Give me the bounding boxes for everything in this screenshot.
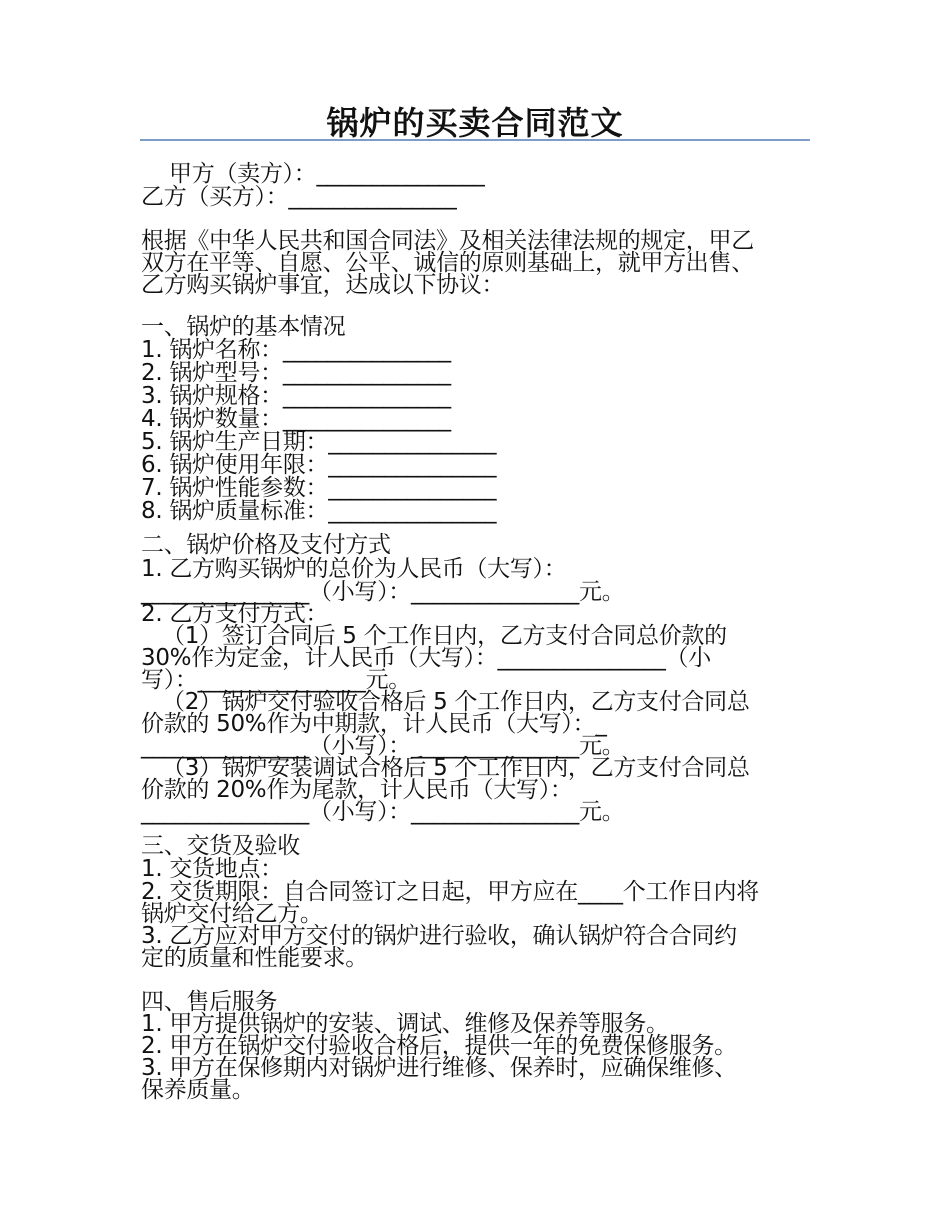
preamble-line: 根据《中华人民共和国合同法》及相关法律法规的规定，甲乙 bbox=[141, 228, 754, 254]
clause-line: _______________（小写）：_______________元。 bbox=[141, 733, 625, 759]
clause-line: 2. 乙方支付方式： bbox=[141, 601, 329, 627]
preamble-line: 双方在平等、自愿、公平、诚信的原则基础上，就甲方出售、 bbox=[141, 250, 754, 276]
clause-line: _______________（小写）：_______________元。 bbox=[141, 579, 625, 605]
document-title: 锅炉的买卖合同范文 bbox=[326, 104, 624, 142]
clause-line: （1）签订合同后 5 个工作日内，乙方支付合同总价款的 bbox=[141, 623, 727, 649]
section-4-heading: 四、售后服务 bbox=[141, 989, 278, 1015]
clause-line: 保养质量。 bbox=[141, 1077, 255, 1103]
clause-line: 价款的 20%作为尾款，计人民币（大写）： bbox=[141, 777, 573, 803]
party-a-line: 甲方（卖方）：_______________ bbox=[141, 161, 485, 187]
clause-line: 3. 甲方在保修期内对锅炉进行维修、保养时，应确保维修、 bbox=[141, 1055, 737, 1081]
clause-line: 2. 甲方在锅炉交付验收合格后，提供一年的免费保修服务。 bbox=[141, 1033, 737, 1059]
party-b-line: 乙方（买方）：_______________ bbox=[141, 184, 457, 210]
clause-line: 定的质量和性能要求。 bbox=[141, 945, 369, 971]
item-line: 5. 锅炉生产日期：_______________ bbox=[141, 429, 497, 455]
clause-line: 1. 甲方提供锅炉的安装、调试、维修及保养等服务。 bbox=[141, 1011, 669, 1037]
item-line: 8. 锅炉质量标准：_______________ bbox=[141, 498, 497, 524]
item-line: 3. 锅炉规格：_______________ bbox=[141, 383, 451, 409]
clause-line: 2. 交货期限：自合同签订之日起，甲方应在____个工作日内将 bbox=[141, 879, 759, 905]
item-line: 4. 锅炉数量：_______________ bbox=[141, 406, 451, 432]
title-divider bbox=[140, 139, 810, 141]
item-line: 6. 锅炉使用年限：_______________ bbox=[141, 452, 497, 478]
clause-line: 1. 交货地点： bbox=[141, 856, 283, 882]
section-3-heading: 三、交货及验收 bbox=[141, 833, 300, 859]
clause-line: （3）锅炉安装调试合格后 5 个工作日内，乙方支付合同总 bbox=[141, 755, 750, 781]
clause-line: （2）锅炉交付验收合格后 5 个工作日内，乙方支付合同总 bbox=[141, 689, 750, 715]
section-2-heading: 二、锅炉价格及支付方式 bbox=[141, 532, 391, 558]
clause-line: 1. 乙方购买锅炉的总价为人民币（大写）： bbox=[141, 556, 567, 582]
clause-line: 3. 乙方应对甲方交付的锅炉进行验收，确认锅炉符合合同约 bbox=[141, 923, 737, 949]
item-line: 1. 锅炉名称：_______________ bbox=[141, 337, 451, 363]
clause-line: 30%作为定金，计人民币（大写）：_______________（小 bbox=[141, 645, 711, 671]
item-line: 7. 锅炉性能参数：_______________ bbox=[141, 475, 497, 501]
clause-line: 写）：_______________元。 bbox=[141, 667, 412, 693]
section-1-heading: 一、锅炉的基本情况 bbox=[141, 314, 346, 340]
clause-line: _______________（小写）：_______________元。 bbox=[141, 799, 625, 825]
preamble-line: 乙方购买锅炉事宜，达成以下协议： bbox=[141, 272, 505, 298]
item-line: 2. 锅炉型号：_______________ bbox=[141, 360, 451, 386]
clause-line: 价款的 50%作为中期款，计人民币（大写）：_ bbox=[141, 711, 607, 737]
clause-line: 锅炉交付给乙方。 bbox=[141, 901, 323, 927]
